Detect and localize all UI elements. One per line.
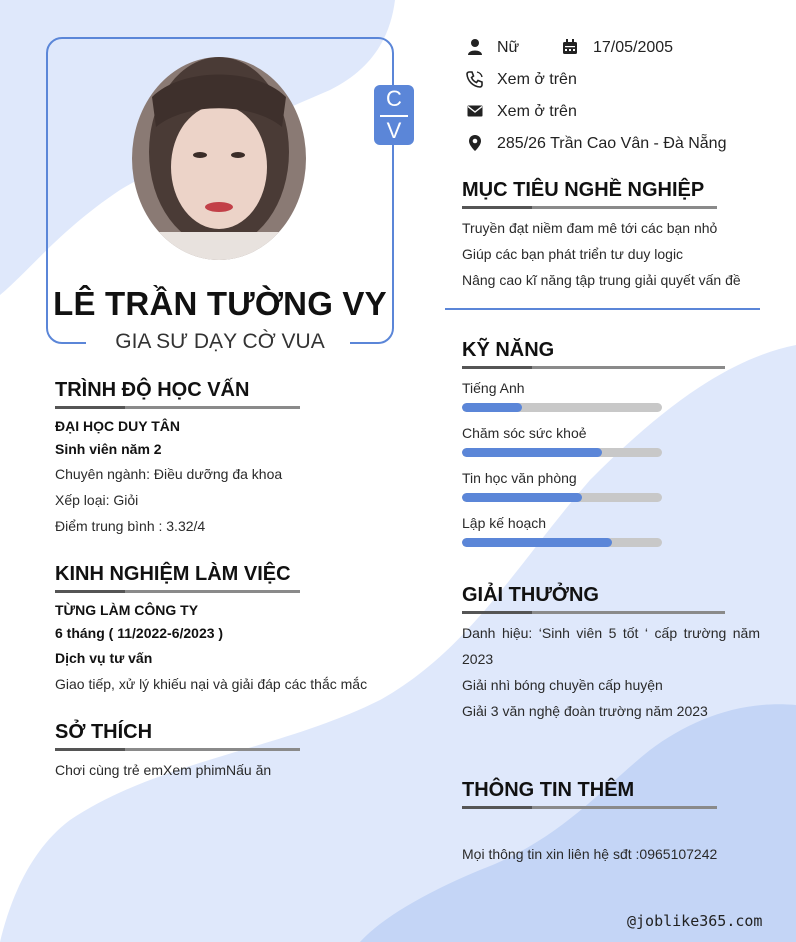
gender: Nữ: [497, 39, 520, 56]
cv-badge-top: C: [386, 86, 402, 111]
email-icon: [466, 102, 484, 120]
profile-role: GIA SƯ DẠY CỜ VUA: [115, 330, 325, 353]
skill-bar: [462, 403, 662, 412]
experience-company: TỪNG LÀM CÔNG TY: [55, 602, 199, 618]
section-divider: [445, 308, 760, 310]
skill-bar-fill: [462, 403, 522, 412]
objective-underline: [462, 206, 717, 209]
experience-underline: [55, 590, 300, 593]
experience-period: 6 tháng ( 11/2022-6/2023 ): [55, 625, 224, 641]
award-item: Giải 3 văn nghệ đoàn trường năm 2023: [462, 703, 708, 719]
skill-bar-fill: [462, 448, 602, 457]
extra-underline: [462, 806, 717, 809]
objective-item: Truyền đạt niềm đam mê tới các bạn nhỏ: [462, 220, 718, 236]
phone: Xem ở trên: [497, 71, 577, 88]
skill-bar: [462, 493, 662, 502]
address: 285/26 Trần Cao Vân - Đà Nẵng: [497, 135, 727, 152]
skill-bar-fill: [462, 493, 582, 502]
award-item: Giải nhì bóng chuyền cấp huyện: [462, 677, 663, 693]
award-item: Danh hiệu: ‘Sinh viên 5 tốt ‘ cấp trường năm 2023: [462, 625, 760, 667]
education-rank: Xếp loại: Giỏi: [55, 492, 139, 508]
experience-position: Dịch vụ tư vấn: [55, 650, 153, 666]
skills-title: KỸ NĂNG: [462, 339, 555, 361]
education-major: Chuyên ngành: Điều dưỡng đa khoa: [55, 466, 283, 482]
cv-badge: [374, 85, 414, 145]
education-school: ĐẠI HỌC DUY TÂN: [55, 418, 180, 434]
person-icon: [466, 38, 484, 56]
skill-label: Lập kế hoạch: [462, 515, 547, 531]
objective-item: Nâng cao kĩ năng tập trung giải quyết vấn đề: [462, 272, 741, 288]
extra-title: THÔNG TIN THÊM: [462, 779, 635, 801]
hobbies-title: SỞ THÍCH: [55, 721, 153, 743]
education-underline: [55, 406, 300, 409]
awards-underline: [462, 611, 725, 614]
extra-text: Mọi thông tin xin liên hệ sđt :0965107242: [462, 846, 718, 862]
location-pin-icon: [466, 134, 484, 152]
profile-name: LÊ TRẦN TƯỜNG VY: [53, 285, 387, 322]
skill-label: Tiếng Anh: [462, 380, 525, 396]
objective-title: MỤC TIÊU NGHỀ NGHIỆP: [462, 179, 705, 201]
skills-underline: [462, 366, 725, 369]
calendar-icon: [561, 38, 579, 56]
hobbies-underline: [55, 748, 300, 751]
skill-label: Tin học văn phòng: [462, 470, 577, 486]
phone-icon: [466, 70, 484, 88]
experience-title: KINH NGHIỆM LÀM VIỆC: [55, 563, 291, 585]
cv-badge-divider: [380, 115, 408, 117]
birthday: 17/05/2005: [593, 39, 674, 56]
education-title: TRÌNH ĐỘ HỌC VẤN: [55, 379, 250, 401]
footer-site: @joblike365.com: [627, 912, 763, 930]
profile-photo: [132, 57, 306, 260]
email: Xem ở trên: [497, 103, 577, 120]
skill-bar-fill: [462, 538, 612, 547]
skill-bar: [462, 448, 662, 457]
experience-description: Giao tiếp, xử lý khiếu nại và giải đáp các thắc mắc: [55, 676, 368, 692]
skill-label: Chăm sóc sức khoẻ: [462, 425, 587, 441]
skill-bar: [462, 538, 662, 547]
education-year: Sinh viên năm 2: [55, 441, 162, 457]
objective-item: Giúp các bạn phát triển tư duy logic: [462, 246, 684, 262]
education-gpa: Điểm trung bình : 3.32/4: [55, 518, 206, 534]
awards-title: GIẢI THƯỞNG: [462, 584, 599, 606]
hobbies-text: Chơi cùng trẻ emXem phimNấu ăn: [55, 762, 272, 778]
cv-badge-bottom: V: [386, 118, 402, 143]
